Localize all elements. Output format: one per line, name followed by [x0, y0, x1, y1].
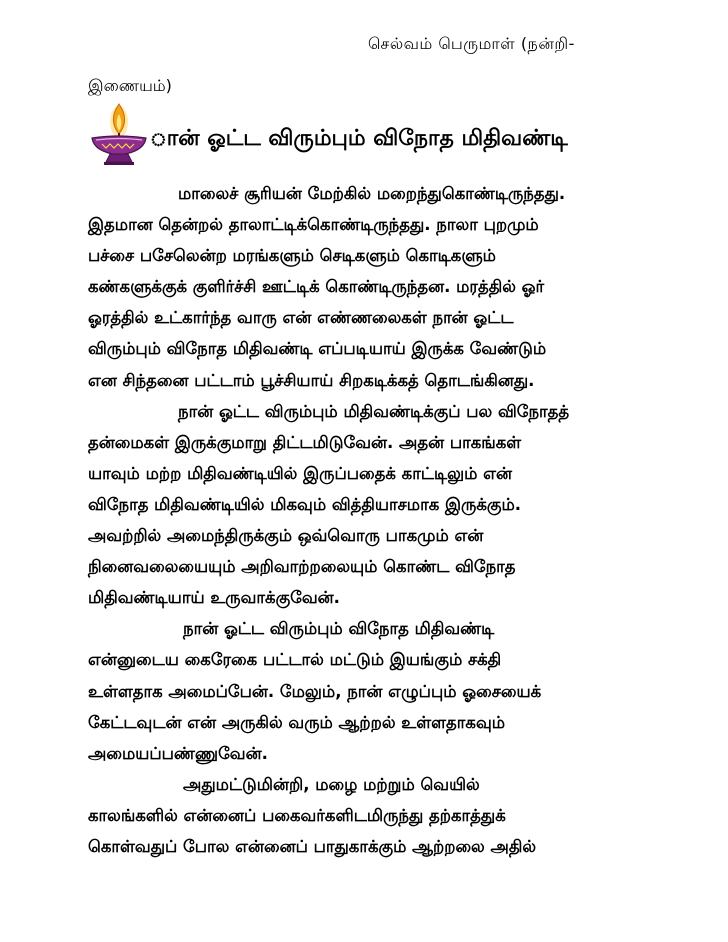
- text-line: கண்களுக்குக் குளிர்ச்சி ஊட்டிக் கொண்டிருந்தன. மரத்தில் ஓர்: [88, 277, 545, 297]
- author-credit-continued: இணையம்): [88, 76, 172, 95]
- text-line: தன்மைகள் இருக்குமாறு திட்டமிடுவேன். அதன் பாகங்கள்: [88, 432, 522, 452]
- text-line: நினைவலையையும் அறிவாற்றலையும் கொண்ட விநோத: [88, 557, 516, 577]
- text-line: கேட்டவுடன் என் அருகில் வரும் ஆற்றல் உள்ளதாகவும்: [88, 712, 506, 732]
- text-line: யாவும் மற்ற மிதிவண்டியில் இருப்பதைக் காட்டிலும் என்: [88, 463, 513, 483]
- text-line: அதுமட்டுமின்றி, மழை மற்றும் வெயில்: [183, 774, 480, 794]
- text-line: மிதிவண்டியாய் உருவாக்குவேன்.: [88, 588, 340, 608]
- text-line: என்னுடைய கைரேகை பட்டால் மட்டும் இயங்கும் சக்தி: [88, 650, 502, 670]
- text-line: கொள்வதுப் போல என்னைப் பாதுகாக்கும் ஆற்றலை அதில்: [88, 836, 537, 856]
- text-line: விரும்பும் விநோத மிதிவண்டி எப்படியாய் இருக்க வேண்டும்: [88, 339, 547, 359]
- text-line: நான் ஓட்ட விரும்பும் விநோத மிதிவண்டி: [183, 619, 495, 639]
- text-line: காலங்களில் என்னைப் பகைவர்களிடமிருந்து தற்காத்துக்: [88, 805, 506, 825]
- text-line: நான் ஓட்ட விரும்பும் மிதிவண்டிக்குப் பல விநோதத்: [178, 401, 570, 421]
- author-credit: செல்வம் பெருமாள் (நன்றி-: [368, 34, 575, 53]
- text-line: அவற்றில் அமைந்திருக்கும் ஒவ்வொரு பாகமும் என்: [88, 526, 484, 546]
- oil-lamp-icon: [88, 100, 150, 168]
- text-line: உள்ளதாக அமைப்பேன். மேலும், நான் எழுப்பும் ஓசையைக்: [88, 681, 542, 701]
- text-line: விநோத மிதிவண்டியில் மிகவும் வித்தியாசமாக இருக்கும்.: [88, 494, 521, 514]
- text-line: பச்சை பசேலென்ற மரங்களும் செடிகளும் கொடிகளும்: [88, 246, 496, 266]
- page-title: ான் ஓட்ட விரும்பும் விநோத மிதிவண்டி: [150, 126, 568, 151]
- text-line: மாலைச் சூரியன் மேற்கில் மறைந்துகொண்டிருந்தது.: [178, 184, 566, 203]
- text-line: ஓரத்தில் உட்கார்ந்த வாரு என் எண்ணலைகள் நான் ஓட்ட: [88, 308, 514, 328]
- body-text: [88, 178, 648, 862]
- text-line: என சிந்தனை பட்டாம் பூச்சியாய் சிறகடிக்கத் தொடங்கினது.: [88, 370, 535, 390]
- text-line: அமையப்பண்ணுவேன்.: [88, 743, 268, 763]
- text-line: இதமான தென்றல் தாலாட்டிக்கொண்டிருந்தது. நாலா புறமும்: [88, 215, 539, 235]
